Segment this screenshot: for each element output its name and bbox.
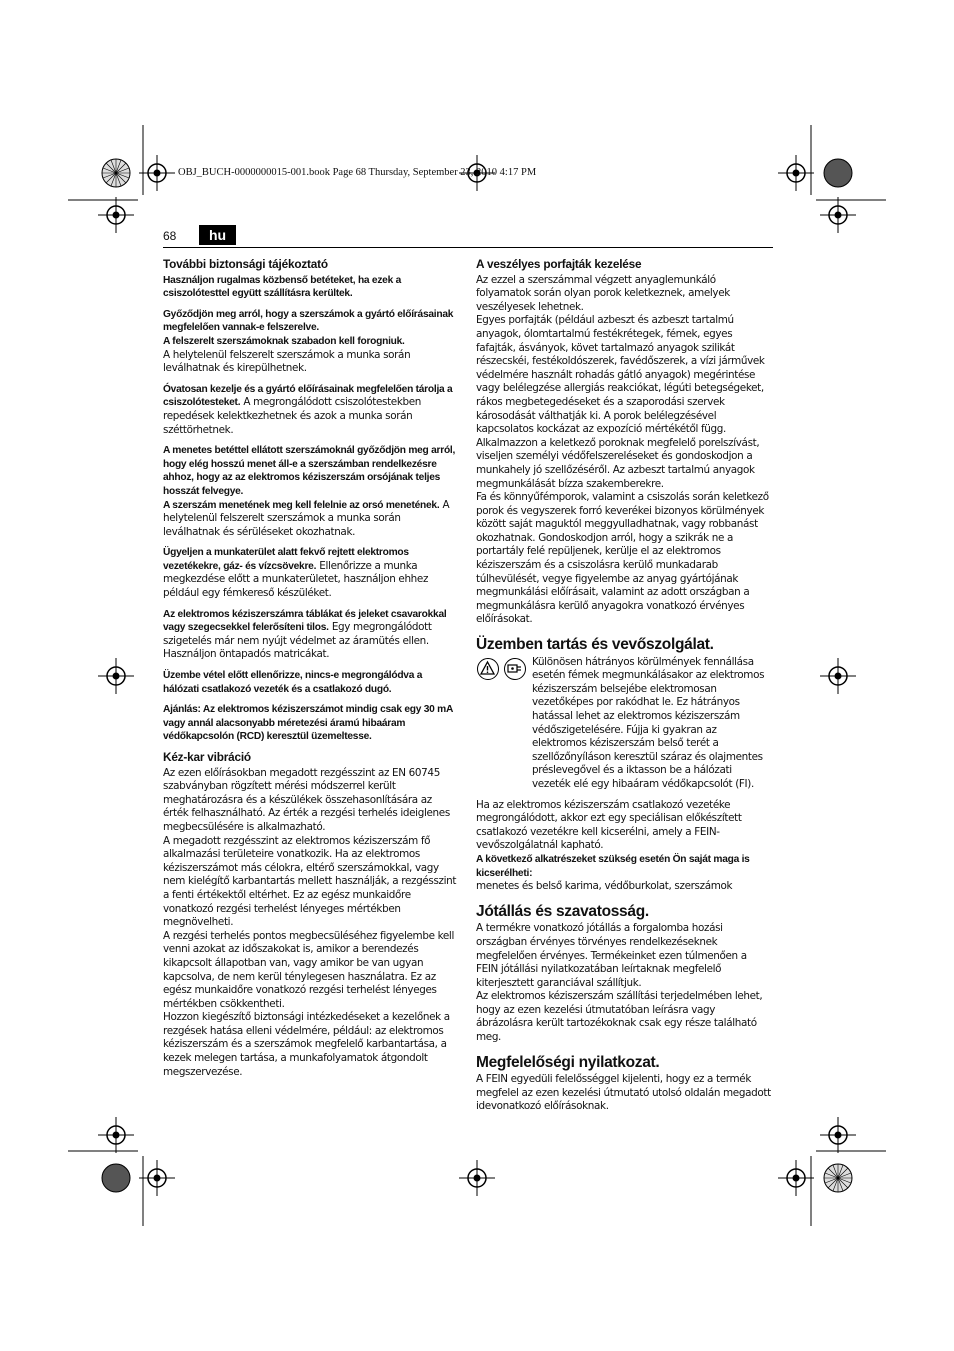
warranty-p2: Az elektromos kéziszerszám szállítási terjedelmében lehet, hogy az ezen kezelési útmutatóban leírásra vagy ábrázolásra került tartozékoknak csak egy része található meg. [476,990,763,1044]
safety-p6t: Egy megrongálódott szigetelés már nem nyújt védelmet az áramütés ellen. Használjon öntapadós matricákat. [163,621,432,661]
service-p2: Ha az elektromos kéziszerszám csatlakozó vezetéke megrongálódott, akkor ezt egy speciálisan előkészített csatlakozó vezetékre kell kicserélni, amely a FEIN-vevőszolgálatnál kapható. [476,798,742,852]
warning-pictogram-icon [477,658,499,680]
heading-service: Üzemben tartás és vevőszolgálat. [476,636,714,654]
plug-pictogram-icon [504,658,526,680]
vibration-p3: A rezgési terhelés pontos megbecsüléséhez figyelembe kell venni azokat az időszakokat is, amikor a berendezés kikapcsolt állapotban van, vagy amikor be van ugyan kapcsolva, de nem kerül ténylegesen használatra. Ez az egész munkaidőre vonatkozó rezgési terhelést lényeges mértékben csökkentheti. [163,929,454,1010]
safety-p4t: A helytelenül felszerelt szerszámok a munka során leválhatnak és sérüléseket okozhatnak. [163,498,450,538]
safety-p1: Használjon rugalmas közbenső betéteket, ha ezek a csiszolótesttel együtt szállításra kerültek. [163,274,401,300]
conformity-p1: A FEIN egyedüli felelősséggel kijelenti, hogy ez a termék megfelel az ezen kezelési útmutató utolsó oldalán megadott idevonatkozó előírásoknak. [476,1073,771,1113]
safety-p8: Ajánlás: Az elektromos kéziszerszámot mindig csak egy 30 mA vagy annál alacsonyabb méretezési áramú hibaáram védőkapcsolón (RCD) keresztül üzemeltesse. [163,704,453,743]
safety-p4a: A menetes betéttel ellátott szerszámoknál győződjön meg arról, hogy elég hosszú menet áll-e a szerszámban rendelkezésre ahhoz, hogy az az elektromos kéziszerszám orsójának teljes hosszát felvegye. [163,445,456,497]
page-number: 68 [163,229,177,243]
heading-vibration: Kéz-kar vibráció [163,750,251,764]
print-slug: OBJ_BUCH-0000000015-001.book Page 68 Thursday, September 23, 2010 4:17 PM [178,167,537,178]
heading-conformity: Megfelelőségi nyilatkozat. [476,1053,660,1071]
safety-p5b: Ügyeljen a munkaterület alatt fekvő rejtett elektromos vezetékekre, gáz- és vízcsövekre. [163,547,409,572]
safety-p4b: A szerszám menetének meg kell felelnie az orsó menetének. [163,499,440,511]
dust-p2: Egyes porfajták (például azbeszt és azbeszt tartalmú anyagok, ólomtartalmú festékrétegek, fémek, egyes fafajták, ásványok, követ tartalmazó anyagok szilikát részecskéi, festékoldószerek, favédőszerek, a vízi járművek védelmére használt rohadás gátló anyagok) megérintése vagy belélegzése allergiás reakciókat, légúti betegségeket, rákos megbetegedéseket és a szaporodási szervek károsodását válthatják ki. A porok belélegzésével kapcsolatos kockázat az expozíció mértékétől függ. [476,314,765,436]
safety-p2c: A helytelenül felszerelt szerszámok a munka során leválhatnak és kirepülhetnek. [163,348,411,375]
dust-p1: Az ezzel a szerszámmal végzett anyaglemunkáló folyamatok során olyan porok keletkeznek, amelyek veszélyesek lehetnek. [476,273,730,313]
vibration-p2: A megadott rezgésszint az elektromos kéziszerszám fő alkalmazási területeire vonatkozik. Ha az elektromos kéziszerszámot más célokra, eltérő szerszámokkal, vagy nem kielégítő karbantartás mellett használják, a rezgésszint a fenti értékektől eltérhet. Ez az egész munkaidőre vonatkozó rezgési terhelést lényeges mértékben megnövelheti. [163,834,457,929]
heading-warranty: Jótállás és szavatosság. [476,902,649,920]
warranty-p1: A termékre vonatkozó jótállás a forgalomba hozási országban érvényes törvényes rendelkezéseknek megfelelően érvényes. Termékeinket ezen túlmenően a FEIN jótállási nyilatkozatában leírtaknak megfelelő kiterjesztett garanciával szállítjuk. [476,922,747,989]
dust-p3: Alkalmazzon a keletkező poroknak megfelelő porelszívást, viseljen személyi védőfelszereléseket és gondoskodjon a munkahely jó szellőzéséről. Az azbeszt tartalmú anyagok megmunkálását bízza szakemberekre. [476,436,760,490]
heading-safety: További biztonsági tájékoztató [163,257,328,271]
safety-p2a: Győződjön meg arról, hogy a szerszámok a gyártó előírásainak megfelelően vannak-e felszerelve. [163,308,454,334]
vibration-p4: Hozzon kiegészítő biztonsági intézkedéseket a kezelőnek a rezgések hatása elleni védelmére, például: az elektromos kéziszerszám és a szerszámok megfelelő karbantartása, a kezek melegen tartása, a munkafolyamatok átgondolt megszervezése. [163,1011,450,1078]
service-p3t: menetes és belső karima, védőburkolat, szerszámok [476,880,733,893]
service-p3b: A következő alkatrészeket szükség esetén Ön saját maga is kicserélheti: [476,853,750,879]
safety-p7: Üzembe vétel előtt ellenőrizze, nincs-e megrongálódva a hálózati csatlakozó vezeték és a csatlakozó dugó. [163,670,423,695]
safety-p5t: Ellenőrizze a munka megkezdése előtt a munkaterületet, használjon ehhez például egy fémkereső készüléket. [163,559,429,600]
heading-dust: A veszélyes porfajták kezelése [476,257,642,271]
vibration-p1: Az ezen előírásokban megadott rezgésszint az EN 60745 szabványban rögzített mérési módszerrel került meghatározásra és a készülékek összehasonlítására az érték felhasználható. Az érték a rezgési terhelés ideiglenes megbecsülésére is alkalmazható. [163,766,450,833]
header-rule [163,247,773,248]
left-column [163,258,458,1079]
service-p1: Különösen hátrányos körülmények fennállása esetén fémek megmunkálásakor az elektromos kéziszerszám belsejébe elektromosan vezetőképes por rakódhat le. Ez hátrányos hatással lehet az elektromos kéziszerszám védőszigetelésére. Fújja ki gyakran az elektromos kéziszerszám belső terét a szellőzőnyíláson keresztül száraz és olajmentes préslevegővel és a iktasson be a hálózati vezeték elé egy hibaáram védőkapcsolót (FI). [532,655,765,790]
safety-p3t: A megrongálódott csiszolótestekben repedések kelektkezhetnek és azok a munka során széttörhetnek. [163,396,422,436]
right-column [476,258,771,1114]
safety-p6b: Az elektromos kéziszerszámra táblákat és jeleket csavarokkal vagy szegecsekkel felerősíteni tilos. [163,608,447,634]
safety-p2b: A felszerelt szerszámoknak szabadon kell forogniuk. [163,335,405,347]
safety-p3b: Óvatosan kezelje és a gyártó előírásainak megfelelően tárolja a csiszolótesteket. [163,383,453,409]
language-tab: hu [199,225,236,245]
dust-p4: Fa és könnyűfémporok, valamint a csiszolás során keletkező porok és vegyszerek forró keverékei bizonyos körülmények között saját maguktól meggyulladhatnak, vagy robbanást okozhatnak. Gondoskodjon arról, hogy a szikrák ne a portartály felé repüljenek, kerülje el az elektromos kéziszerszám és a csiszolásra kerülő munkadarab túlhevülését, vegye figyelembe az anyag gyártójának megmunkálási előírásait, valamint az adott országban a megmunkálásra kerülő anyagokra vonatkozó érvényes előírásokat. [476,491,769,626]
